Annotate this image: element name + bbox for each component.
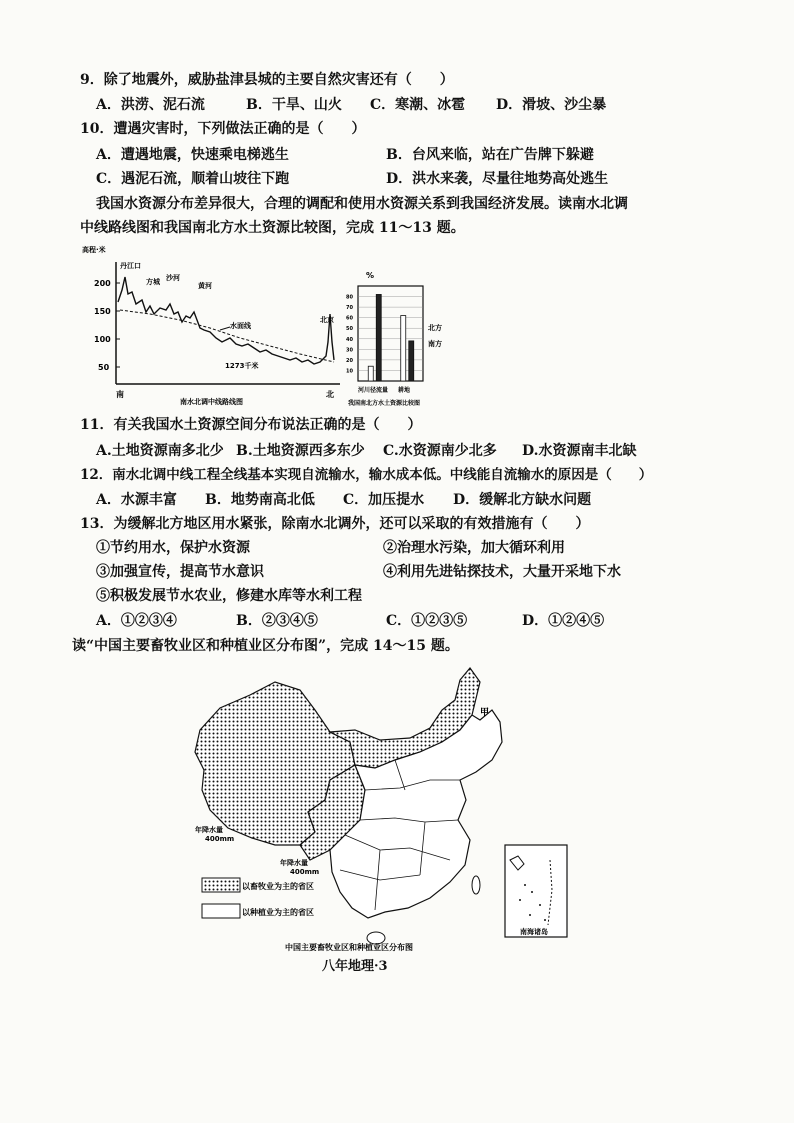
ytick-50: 50: [98, 363, 110, 372]
q11-option-c: C.水资源南少北多: [383, 443, 497, 459]
q13-stem: 13．为缓解北方地区用水紧张，除南水北调外，还可以采取的有效措施有（ ）: [80, 516, 590, 532]
place-huanghe: 黄河: [198, 282, 212, 290]
q9-option-a: A．洪涝、泥石流: [96, 97, 205, 113]
q12-option-d: D．缓解北方缺水问题: [453, 492, 592, 508]
q9-option-d: D．滑坡、沙尘暴: [496, 97, 607, 113]
bar-ytick-70: 70: [346, 305, 353, 312]
taiwan-island: [472, 876, 480, 894]
bar-south-0: [376, 294, 381, 381]
china-agriculture-map: [180, 660, 580, 955]
q9-stem: 9．除了地震外，威胁盐津县城的主要自然灾害还有（ ）: [80, 72, 454, 88]
q13-option-b: B．②③④⑤: [236, 613, 318, 629]
q12-stem: 12．南水北调中线工程全线基本实现自流输水，输水成本低。中线能自流输水的原因是（ ）: [80, 467, 653, 483]
place-danjiangkou: 丹江口: [120, 262, 141, 270]
legend-livestock-label: 以畜牧业为主的省区: [242, 882, 314, 891]
q10-option-a: A．遭遇地震，快速乘电梯逃生: [96, 147, 289, 163]
map-caption: 中国主要畜牧业区和种植业区分布图: [285, 943, 413, 952]
q13-option-a: A．①②③④: [96, 613, 177, 629]
inset-label: 南海诸岛: [520, 928, 548, 936]
q10-option-d: D．洪水来袭，尽量往地势高处逃生: [386, 171, 609, 187]
water-surface-line: [120, 310, 334, 362]
bar-ytick-50: 50: [346, 326, 353, 333]
q13-option-c: C．①②③⑤: [386, 613, 468, 629]
bar-ytick-80: 80: [346, 294, 353, 301]
q13-item-2: ②治理水污染，加大循环利用: [383, 540, 565, 556]
bar-marks: [368, 294, 414, 381]
q10-stem: 10．遭遇灾害时，下列做法正确的是（ ）: [80, 121, 366, 137]
bar-south-1: [409, 341, 414, 381]
north-label: 北: [326, 390, 334, 399]
bar-ytick-10: 10: [346, 368, 353, 375]
q10-option-c: C．遇泥石流，顺着山坡往下跑: [96, 171, 290, 187]
rain-label-1: 年降水量 400mm: [195, 826, 235, 843]
profile-caption: 南水北调中线路线图: [180, 398, 243, 406]
q11-option-d: D.水资源南丰北缺: [522, 443, 637, 459]
q11-option-a: A.土地资源南多北少: [96, 443, 224, 459]
profile-ylabel: 高程·米: [82, 246, 106, 254]
ytick-150: 150: [94, 307, 111, 316]
legend-crop-label: 以种植业为主的省区: [242, 908, 314, 917]
q13-item-4: ④利用先进钻探技术，大量开采地下水: [383, 564, 621, 580]
place-fangcheng: 方城: [146, 278, 160, 286]
bar-north-0: [368, 366, 373, 381]
passage1-line2: 中线路线图和我国南北方水土资源比较图，完成 11～13 题。: [80, 220, 465, 236]
bar-ytick-40: 40: [346, 336, 353, 343]
terrain-profile-line: [118, 277, 334, 364]
bar-ytick-20: 20: [346, 357, 353, 364]
q12-option-b: B．地势南高北低: [205, 492, 315, 508]
rain-label-2: 年降水量 400mm: [280, 859, 320, 876]
q9-option-c: C．寒潮、冰雹: [370, 97, 466, 113]
bar-yticks: [346, 295, 353, 375]
bar-ytick-60: 60: [346, 315, 353, 322]
bar-north-1: [401, 316, 406, 381]
q13-item-5: ⑤积极发展节水农业，修建水库等水利工程: [96, 588, 362, 604]
ytick-200: 200: [94, 279, 111, 288]
bar-legend-south: 南方: [428, 340, 442, 348]
page-footer: 八年地理·3: [322, 959, 388, 974]
bar-caption: 我国南北方水土资源比较图: [348, 400, 421, 407]
bar-legend-north: 北方: [428, 324, 442, 332]
q9-option-b: B．干旱、山火: [246, 97, 342, 113]
bar-category-1: 耕地: [398, 387, 411, 394]
bar-ylabel: %: [366, 271, 375, 280]
passage2: 读“中国主要畜牧业区和种植业区分布图”，完成 14～15 题。: [72, 638, 459, 654]
q13-option-d: D．①②④⑤: [522, 613, 605, 629]
q13-item-3: ③加强宣传，提高节水意识: [96, 564, 264, 580]
q10-option-b: B．台风来临，站在广告牌下躲避: [386, 147, 594, 163]
legend-livestock-swatch: [202, 878, 240, 892]
ytick-100: 100: [94, 335, 111, 344]
legend-crop-swatch: [202, 904, 240, 918]
bar-ytick-30: 30: [346, 347, 353, 354]
place-shahe: 沙河: [166, 274, 180, 282]
q11-option-b: B.土地资源西多东少: [236, 443, 365, 459]
q12-option-a: A．水源丰富: [96, 492, 177, 508]
route-profile-chart: [80, 242, 350, 412]
passage1-line1: 我国水资源分布差异很大，合理的调配和使用水资源关系到我国经济发展。读南水北调: [96, 196, 628, 212]
q13-item-1: ①节约用水，保护水资源: [96, 540, 250, 556]
distance-label: 1273千米: [225, 362, 259, 370]
place-beijing: 北京: [320, 316, 334, 324]
water-line-label: 水面线: [230, 322, 251, 330]
marker-jia: 甲: [480, 708, 490, 718]
q11-stem: 11．有关我国水土资源空间分布说法正确的是（ ）: [80, 417, 422, 433]
q12-option-c: C．加压提水: [343, 492, 425, 508]
south-label: 南: [116, 390, 124, 399]
water-land-bar-chart: [338, 268, 478, 410]
bar-category-0: 河川径流量: [358, 387, 389, 394]
